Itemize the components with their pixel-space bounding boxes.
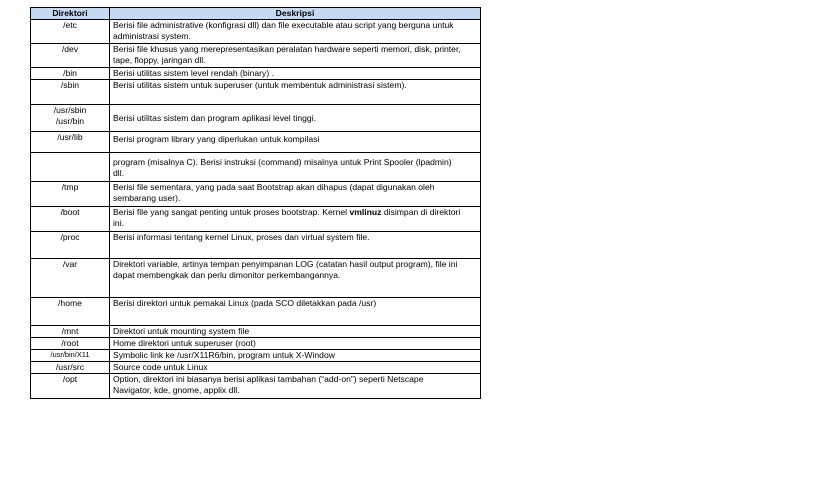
table-row [31,298,481,326]
desc-cell: Berisi utilitas sistem level rendah (binary) . [110,68,481,80]
desc-cell: Berisi informasi tentang kernel Linux, proses dan virtual system file. [110,232,481,259]
desc-cell: Berisi file khusus yang merepresentasikan peralatan hardware seperti memori, disk, printer, tape, floppy, jaringan dll. [110,44,481,68]
dir-cell: /sbin [31,80,110,105]
table-row [31,326,481,338]
desc-cell: Berisi program library yang diperlukan untuk kompilasi [110,132,481,153]
dir-line-2: /usr/bin [55,115,85,126]
dir-cell: /bin [31,68,110,80]
table-row [31,44,481,68]
table-row [31,374,481,399]
table-row [31,132,481,153]
directory-table [30,7,481,399]
desc-cell: Source code untuk Linux [110,362,481,374]
table-row [31,350,481,362]
dir-cell: /boot [31,207,110,232]
desc-cell: Berisi utilitas sistem untuk superuser (untuk membentuk administrasi sistem). [110,80,481,105]
dir-cell: /proc [31,232,110,259]
desc-text-b: disimpan di direktori ini. [113,207,461,228]
dir-cell: /var [31,259,110,298]
dir-cell: /etc [31,20,110,44]
dir-cell: /home [31,298,110,326]
dir-cell: /usr/bin/X11 [31,350,110,362]
desc-cell: program (misalnya C). Berisi instruksi (command) misalnya untuk Print Spooler (lpadmin) dll. [110,153,481,182]
table-row [31,207,481,232]
dir-cell [31,105,110,132]
header-deskripsi: Deskripsi [110,8,481,20]
table-row [31,182,481,207]
dir-cell: /dev [31,44,110,68]
table-row [31,338,481,350]
table-row [31,68,481,80]
table-row [31,80,481,105]
dir-cell: /mnt [31,326,110,338]
table-row [31,153,481,182]
desc-cell: Berisi direktori untuk pemakai Linux (pada SCO diletakkan pada /usr) [110,298,481,326]
desc-cell: Direktori untuk mounting system file [110,326,481,338]
table-row [31,105,481,132]
dir-cell [31,153,110,182]
table-row [31,259,481,298]
dir-line-1: /usr/sbin [53,105,87,115]
dir-cell: /usr/src [31,362,110,374]
desc-cell: Berisi file sementara, yang pada saat Bootstrap akan dihapus (dapat digunakan oleh sembarang user). [110,182,481,207]
desc-cell [110,207,481,232]
kernel-name: vmlinuz [349,207,382,217]
desc-cell: Berisi file administrative (konfigrasi dll) dan file executable atau script yang berguna untuk administrasi system. [110,20,481,44]
desc-cell: Berisi utilitas sistem dan program aplikasi level tinggi. [110,105,481,132]
table-row [31,362,481,374]
desc-cell: Option, direktori ini biasanya berisi aplikasi tambahan (“add-on”) seperti Netscape Navigator, kde, gnome, applix dll. [110,374,481,399]
table-row [31,20,481,44]
desc-cell: Home direktori untuk superuser (root) [110,338,481,350]
desc-text-a: Berisi file yang sangat penting untuk proses bootstrap. Kernel [113,207,350,217]
dir-cell: /tmp [31,182,110,207]
table-row [31,232,481,259]
desc-cell: Direktori variable, artinya tempan penyimpanan LOG (catatan hasil output program), file ini dapat membengkak dan perlu dimonitor perkembangannya. [110,259,481,298]
dir-cell: /usr/lib [31,132,110,153]
dir-cell: /root [31,338,110,350]
table-header-row [31,8,481,20]
desc-cell: Symbolic link ke /usr/X11R6/bin, program untuk X-Window [110,350,481,362]
dir-cell: /opt [31,374,110,399]
header-direktori: Direktori [31,8,110,20]
